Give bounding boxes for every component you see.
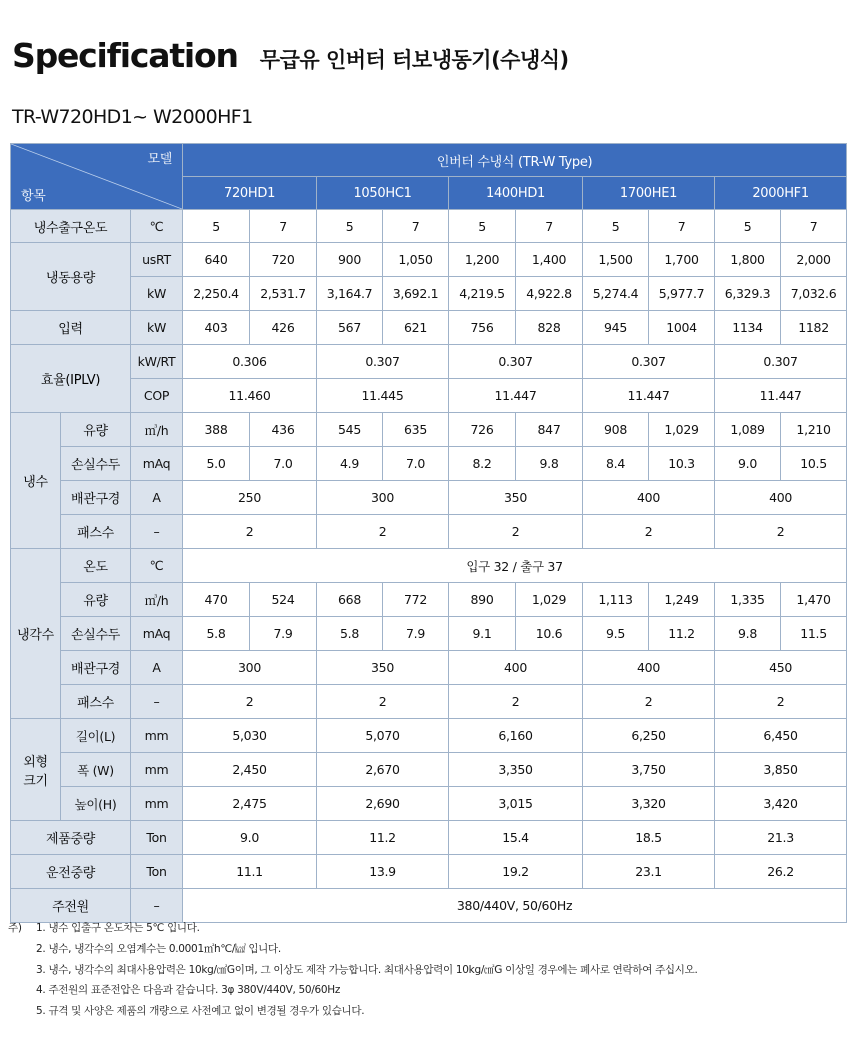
row-label: 주전원 (11, 889, 131, 923)
value-cell: 1,210 (781, 413, 847, 447)
value-cell: 7 (649, 210, 715, 243)
unit-cell: ㎥/h (131, 583, 183, 617)
value-cell: 5 (715, 210, 781, 243)
row-label: 패스수 (61, 515, 131, 549)
model-header: 1700HE1 (583, 177, 715, 210)
value-cell: 400 (715, 481, 847, 515)
unit-cell: mm (131, 719, 183, 753)
value-cell: 890 (449, 583, 516, 617)
value-cell: 567 (317, 311, 383, 345)
value-cell: 300 (183, 651, 317, 685)
row-label: 폭 (W) (61, 753, 131, 787)
unit-cell: COP (131, 379, 183, 413)
value-cell: 900 (317, 243, 383, 277)
value-cell: 7 (383, 210, 449, 243)
value-cell: 5.8 (317, 617, 383, 651)
row-label: 높이(H) (61, 787, 131, 821)
row-label: 온도 (61, 549, 131, 583)
footnote-row (8, 1001, 698, 1022)
row-label: 손실수두 (61, 617, 131, 651)
spec-table (10, 143, 847, 923)
value-cell: 3,750 (583, 753, 715, 787)
group-label (11, 719, 61, 821)
value-cell: 4.9 (317, 447, 383, 481)
row-label: 제품중량 (11, 821, 131, 855)
value-cell: 2 (715, 515, 847, 549)
value-cell: 1004 (649, 311, 715, 345)
value-cell: 11.445 (317, 379, 449, 413)
value-cell: 450 (715, 651, 847, 685)
row-label: 냉수출구온도 (11, 210, 131, 243)
value-cell: 350 (317, 651, 449, 685)
value-cell: 5 (449, 210, 516, 243)
table-row (11, 481, 847, 515)
value-cell: 635 (383, 413, 449, 447)
value-cell: 5.8 (183, 617, 250, 651)
corner-item-label: 항목 (21, 189, 46, 204)
value-cell: 400 (583, 651, 715, 685)
value-cell: 입구 32 / 출구 37 (183, 549, 847, 583)
value-cell: 13.9 (317, 855, 449, 889)
table-row (11, 549, 847, 583)
model-header: 1400HD1 (449, 177, 583, 210)
value-cell: 9.8 (715, 617, 781, 651)
value-cell: 388 (183, 413, 250, 447)
value-cell: 2 (449, 685, 583, 719)
group-header: 인버터 수냉식 (TR-W Type) (183, 144, 847, 177)
value-cell: 1,335 (715, 583, 781, 617)
value-cell: 19.2 (449, 855, 583, 889)
value-cell: 6,250 (583, 719, 715, 753)
unit-cell: mAq (131, 617, 183, 651)
unit-cell: A (131, 481, 183, 515)
value-cell: 11.447 (449, 379, 583, 413)
value-cell: 545 (317, 413, 383, 447)
value-cell: 0.307 (449, 345, 583, 379)
unit-cell: – (131, 515, 183, 549)
group-label: 냉각수 (11, 549, 61, 719)
value-cell: 250 (183, 481, 317, 515)
value-cell: 9.0 (715, 447, 781, 481)
table-row (11, 515, 847, 549)
value-cell: 7 (250, 210, 317, 243)
group-label-line: 크기 (23, 773, 48, 789)
corner-model-label: 모델 (147, 152, 173, 167)
value-cell: 2 (183, 515, 317, 549)
value-cell: 5.0 (183, 447, 250, 481)
value-cell: 9.8 (516, 447, 583, 481)
table-row (11, 210, 847, 243)
value-cell: 847 (516, 413, 583, 447)
unit-cell: – (131, 685, 183, 719)
value-cell: 0.307 (317, 345, 449, 379)
value-cell: 470 (183, 583, 250, 617)
row-label: 입력 (11, 311, 131, 345)
value-cell: 0.307 (715, 345, 847, 379)
unit-cell: kW (131, 277, 183, 311)
value-cell: 1,400 (516, 243, 583, 277)
value-cell: 3,692.1 (383, 277, 449, 311)
value-cell: 621 (383, 311, 449, 345)
value-cell: 11.2 (649, 617, 715, 651)
value-cell: 1,200 (449, 243, 516, 277)
value-cell: 828 (516, 311, 583, 345)
table-row (11, 719, 847, 753)
unit-cell: mAq (131, 447, 183, 481)
table-row (11, 787, 847, 821)
value-cell: 3,015 (449, 787, 583, 821)
value-cell: 7 (516, 210, 583, 243)
value-cell: 668 (317, 583, 383, 617)
value-cell: 15.4 (449, 821, 583, 855)
table-row (11, 243, 847, 277)
value-cell: 720 (250, 243, 317, 277)
value-cell: 2,531.7 (250, 277, 317, 311)
value-cell: 7.9 (383, 617, 449, 651)
value-cell: 3,320 (583, 787, 715, 821)
value-cell: 1,800 (715, 243, 781, 277)
footnote-row (8, 939, 698, 960)
value-cell: 0.307 (583, 345, 715, 379)
table-row (11, 447, 847, 481)
value-cell: 1,029 (649, 413, 715, 447)
value-cell: 6,329.3 (715, 277, 781, 311)
unit-cell: ℃ (131, 210, 183, 243)
value-cell: 1,249 (649, 583, 715, 617)
value-cell: 5 (583, 210, 649, 243)
row-label: 운전중량 (11, 855, 131, 889)
footnote-item: 5. 규격 및 사양은 제품의 개량으로 사전예고 없이 변경될 경우가 있습니다. (36, 1005, 365, 1018)
value-cell: 5,030 (183, 719, 317, 753)
value-cell: 2,450 (183, 753, 317, 787)
value-cell: 3,850 (715, 753, 847, 787)
footnote-item: 1. 냉수 입출구 온도차는 5℃ 입니다. (36, 922, 200, 934)
table-row (11, 821, 847, 855)
header-row-1 (11, 144, 847, 177)
value-cell: 2 (317, 515, 449, 549)
table-row (11, 583, 847, 617)
value-cell: 1,089 (715, 413, 781, 447)
table-row (11, 753, 847, 787)
value-cell: 2,000 (781, 243, 847, 277)
model-range: TR-W720HD1~ W2000HF1 (12, 106, 253, 128)
unit-cell: – (131, 889, 183, 923)
value-cell: 9.5 (583, 617, 649, 651)
value-cell: 5,977.7 (649, 277, 715, 311)
page-title: Specification (12, 36, 238, 75)
unit-cell: Ton (131, 821, 183, 855)
value-cell: 11.447 (583, 379, 715, 413)
table-row (11, 345, 847, 379)
value-cell: 524 (250, 583, 317, 617)
value-cell: 2 (583, 515, 715, 549)
value-cell: 2,670 (317, 753, 449, 787)
value-cell: 772 (383, 583, 449, 617)
value-cell: 2,250.4 (183, 277, 250, 311)
unit-cell: Ton (131, 855, 183, 889)
value-cell: 400 (449, 651, 583, 685)
value-cell: 11.460 (183, 379, 317, 413)
value-cell: 2 (449, 515, 583, 549)
footnote-item: 3. 냉수, 냉각수의 최대사용압력은 10kg/㎠G이며, 그 이상도 제작 가능합니다. 최대사용압력이 10kg/㎠G 이상일 경우에는 폐사로 연락하여 주십시오. (36, 963, 698, 976)
value-cell: 5 (317, 210, 383, 243)
value-cell: 11.447 (715, 379, 847, 413)
value-cell: 350 (449, 481, 583, 515)
value-cell: 11.1 (183, 855, 317, 889)
row-label: 길이(L) (61, 719, 131, 753)
footnote-row (8, 980, 698, 1001)
unit-cell: mm (131, 787, 183, 821)
value-cell: 5,274.4 (583, 277, 649, 311)
table-row (11, 311, 847, 345)
unit-cell: ℃ (131, 549, 183, 583)
footnote-item: 4. 주전원의 표준전압은 다음과 같습니다. 3φ 380V/440V, 50/60Hz (36, 984, 341, 997)
value-cell: 8.4 (583, 447, 649, 481)
value-cell: 6,450 (715, 719, 847, 753)
page-subtitle: 무급유 인버터 터보냉동기(수냉식) (259, 48, 569, 72)
model-header: 2000HF1 (715, 177, 847, 210)
value-cell: 1,029 (516, 583, 583, 617)
value-cell: 1,470 (781, 583, 847, 617)
table-row (11, 685, 847, 719)
table-row (11, 379, 847, 413)
value-cell: 300 (317, 481, 449, 515)
value-cell: 2,690 (317, 787, 449, 821)
value-cell: 1182 (781, 311, 847, 345)
value-cell: 23.1 (583, 855, 715, 889)
value-cell: 11.5 (781, 617, 847, 651)
row-label: 유량 (61, 583, 131, 617)
row-label: 패스수 (61, 685, 131, 719)
group-label-line: 외형 (23, 754, 48, 770)
table-row (11, 277, 847, 311)
value-cell: 2 (715, 685, 847, 719)
unit-cell: A (131, 651, 183, 685)
table-row (11, 413, 847, 447)
row-label: 유량 (61, 413, 131, 447)
value-cell: 426 (250, 311, 317, 345)
value-cell: 26.2 (715, 855, 847, 889)
value-cell: 1,050 (383, 243, 449, 277)
value-cell: 1,700 (649, 243, 715, 277)
unit-cell: ㎥/h (131, 413, 183, 447)
value-cell: 4,922.8 (516, 277, 583, 311)
value-cell: 2,475 (183, 787, 317, 821)
value-cell: 6,160 (449, 719, 583, 753)
value-cell: 945 (583, 311, 649, 345)
value-cell: 21.3 (715, 821, 847, 855)
value-cell: 2 (183, 685, 317, 719)
value-cell: 7.9 (250, 617, 317, 651)
unit-cell: kW (131, 311, 183, 345)
value-cell: 403 (183, 311, 250, 345)
value-cell: 7.0 (250, 447, 317, 481)
value-cell: 756 (449, 311, 516, 345)
value-cell: 5 (183, 210, 250, 243)
value-cell: 908 (583, 413, 649, 447)
row-label: 배관구경 (61, 481, 131, 515)
value-cell: 380/440V, 50/60Hz (183, 889, 847, 923)
value-cell: 726 (449, 413, 516, 447)
value-cell: 1,500 (583, 243, 649, 277)
value-cell: 4,219.5 (449, 277, 516, 311)
unit-cell: mm (131, 753, 183, 787)
table-row (11, 651, 847, 685)
value-cell: 8.2 (449, 447, 516, 481)
row-label: 배관구경 (61, 651, 131, 685)
value-cell: 2 (317, 685, 449, 719)
value-cell: 7,032.6 (781, 277, 847, 311)
value-cell: 0.306 (183, 345, 317, 379)
value-cell: 400 (583, 481, 715, 515)
row-label: 냉동용량 (11, 243, 131, 311)
table-row (11, 855, 847, 889)
unit-cell: kW/RT (131, 345, 183, 379)
unit-cell: usRT (131, 243, 183, 277)
value-cell: 9.0 (183, 821, 317, 855)
page-header (12, 36, 569, 75)
row-label: 효율(IPLV) (11, 345, 131, 413)
value-cell: 7.0 (383, 447, 449, 481)
row-label: 손실수두 (61, 447, 131, 481)
footnote-prefix: 주) (8, 922, 22, 934)
model-header: 1050HC1 (317, 177, 449, 210)
header-corner (11, 144, 183, 210)
table-row (11, 617, 847, 651)
value-cell: 10.5 (781, 447, 847, 481)
value-cell: 11.2 (317, 821, 449, 855)
value-cell: 10.3 (649, 447, 715, 481)
footnote-item: 2. 냉수, 냉각수의 오염계수는 0.0001㎡h℃/㎉ 입니다. (36, 942, 281, 955)
footnote-row (8, 918, 698, 939)
value-cell: 1,113 (583, 583, 649, 617)
value-cell: 9.1 (449, 617, 516, 651)
value-cell: 3,164.7 (317, 277, 383, 311)
value-cell: 3,420 (715, 787, 847, 821)
footnotes (8, 918, 698, 1022)
value-cell: 436 (250, 413, 317, 447)
footnote-row (8, 960, 698, 981)
value-cell: 7 (781, 210, 847, 243)
value-cell: 3,350 (449, 753, 583, 787)
value-cell: 10.6 (516, 617, 583, 651)
value-cell: 2 (583, 685, 715, 719)
value-cell: 640 (183, 243, 250, 277)
model-header: 720HD1 (183, 177, 317, 210)
group-label: 냉수 (11, 413, 61, 549)
value-cell: 1134 (715, 311, 781, 345)
value-cell: 18.5 (583, 821, 715, 855)
value-cell: 5,070 (317, 719, 449, 753)
